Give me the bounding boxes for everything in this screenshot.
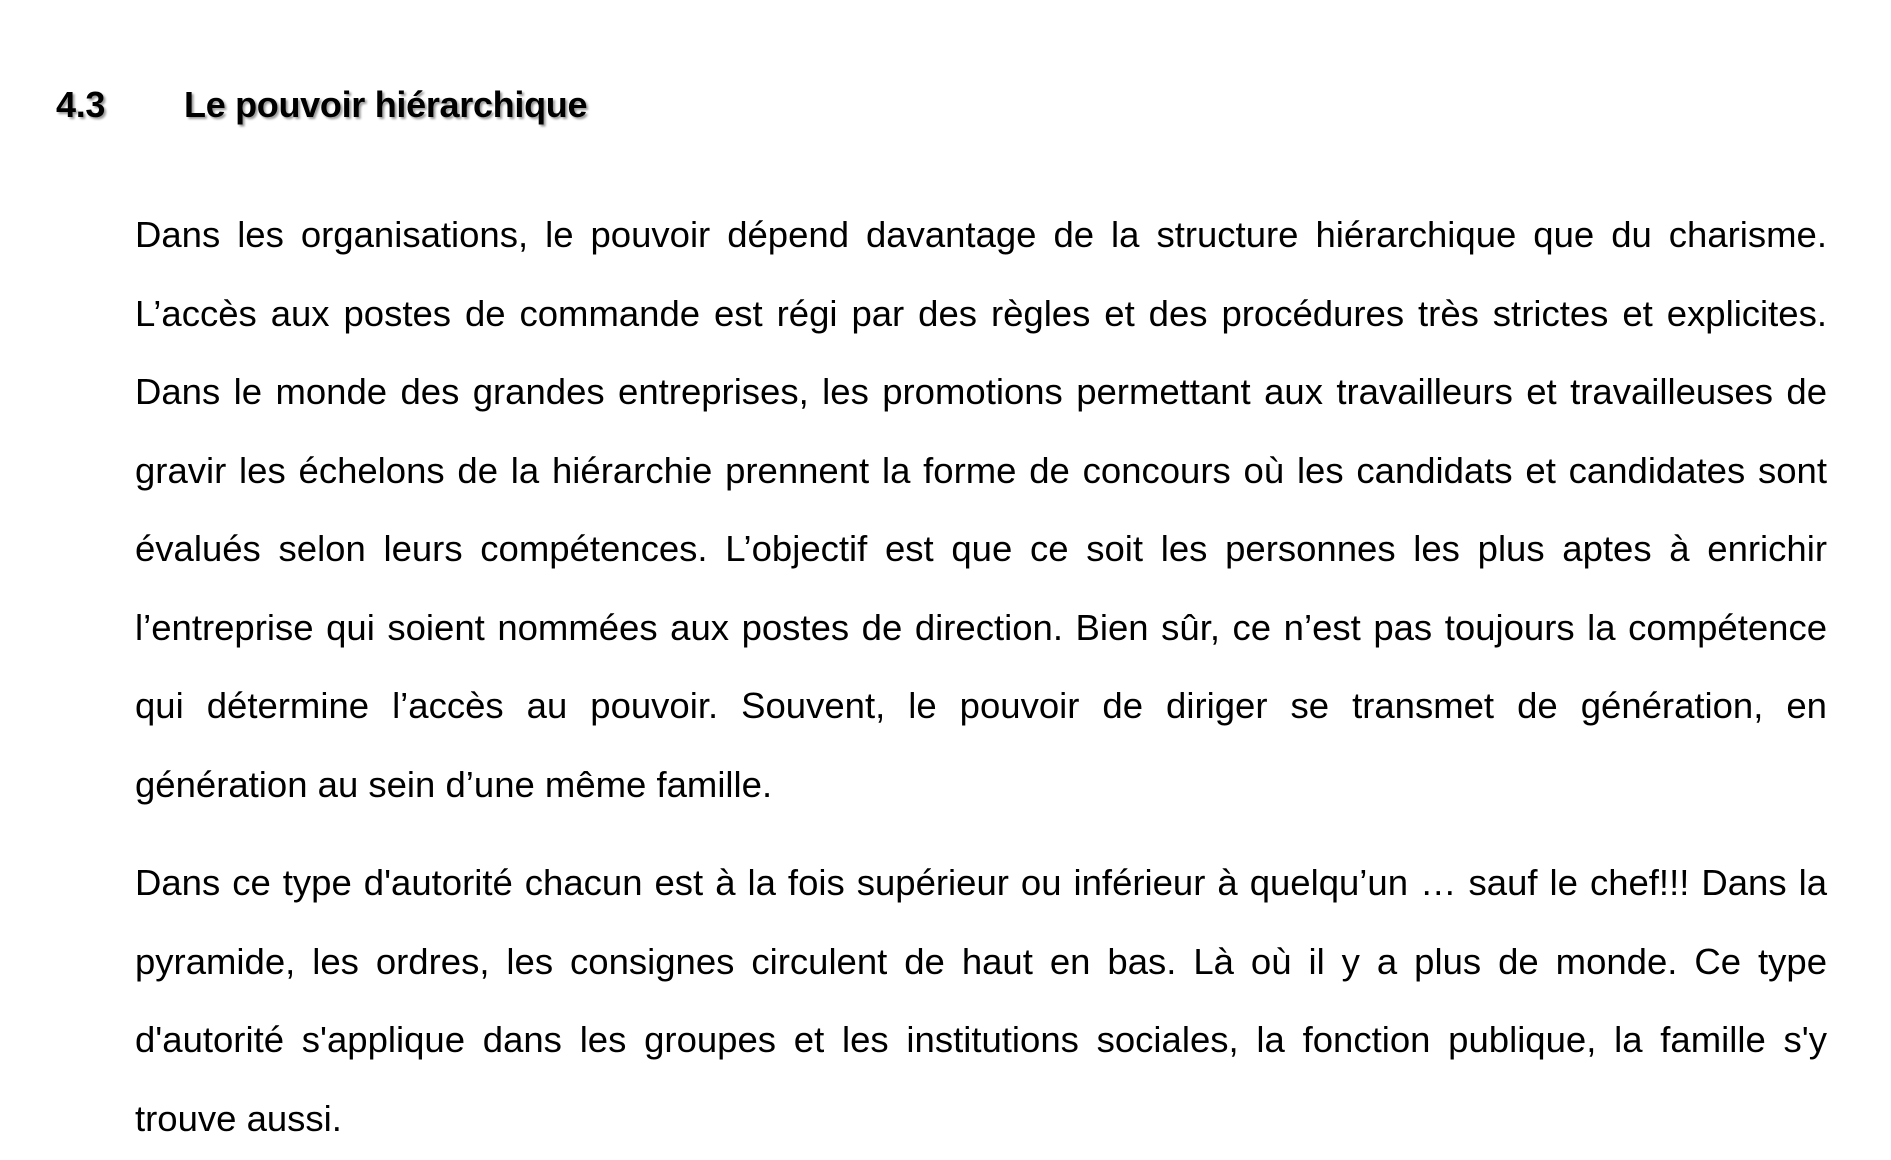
paragraph: Dans les organisations, le pouvoir dépend davantage de la structure hiérarchique que du charisme. L’accès aux postes de commande est régi par des règles et des procédures très strictes et explicites. Dans le monde des grandes entreprises, les promotions permettant aux travailleurs et travailleuses de gravir les échelons de la hiérarchie prennent la forme de concours où les candidats et candidates sont évalués selon leurs compétences. L’objectif est que ce soit les personnes les plus aptes à enrichir l’entreprise qui soient nommées aux postes de direction. Bien sûr, ce n’est pas toujours la compétence qui détermine l’accès au pouvoir. Souvent, le pouvoir de diriger se transmet de génération, en génération au sein d’une même famille. [135, 214, 1827, 805]
section-heading [56, 84, 587, 126]
section-number: 4.3 [56, 84, 106, 125]
section-title: Le pouvoir hiérarchique [184, 84, 588, 125]
section-body [135, 196, 1827, 1158]
paragraph: Dans ce type d'autorité chacun est à la fois supérieur ou inférieur à quelqu’un … sauf le chef!!! Dans la pyramide, les ordres, les consignes circulent de haut en bas. Là où il y a plus de monde. Ce type d'autorité s'applique dans les groupes et les institutions sociales, la fonction publique, la famille s'y trouve aussi. [135, 862, 1827, 1139]
